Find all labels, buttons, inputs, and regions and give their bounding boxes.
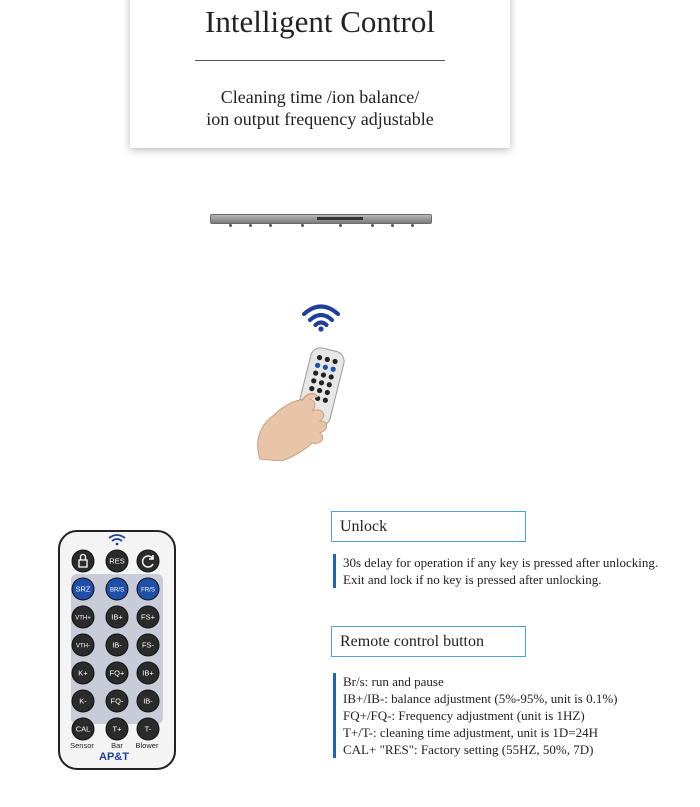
- remote-button-18: [72, 718, 94, 740]
- unlock-line-2: Exit and lock if no key is pressed after unlocking.: [343, 572, 602, 587]
- remote-button-15: [72, 690, 94, 712]
- bar-emitter-dot: [339, 224, 342, 227]
- remote-button-label: CAL: [75, 724, 91, 734]
- remote-button-label: SRZ: [75, 584, 91, 594]
- unlock-line-1: 30s delay for operation if any key is pressed after unlocking.: [343, 555, 659, 570]
- remote-button-label: FQ-: [110, 696, 124, 706]
- bar-emitter-dot: [391, 224, 394, 227]
- remote-button-label: FQ+: [109, 668, 125, 678]
- remote-label-bar: Bar: [111, 741, 123, 750]
- remote-button-label: FR/S: [141, 587, 155, 594]
- wireless-signal-icon: [301, 303, 341, 333]
- remote-button-11: [137, 634, 159, 656]
- remote-button-4: [106, 578, 128, 600]
- ionizer-bar-image: [210, 214, 432, 224]
- unlock-heading-box: [331, 511, 526, 542]
- remote-button-label: K+: [78, 668, 88, 678]
- bar-display: [317, 217, 363, 220]
- remote-button-9: [72, 634, 94, 656]
- remote-button-20: [137, 718, 159, 740]
- remote-button-13: [106, 662, 128, 684]
- remote-control-image: [58, 530, 176, 770]
- remote-line-5: CAL+ "RES": Factory setting (55HZ, 50%, 7D): [343, 742, 594, 757]
- bar-emitter-dot: [269, 224, 272, 227]
- remote-button-6: [72, 606, 94, 628]
- remote-button-14: [137, 662, 159, 684]
- page-title: Intelligent Control: [205, 4, 435, 39]
- remote-button-label: IB+: [142, 668, 154, 678]
- remote-button-3: [72, 578, 94, 600]
- remote-control-description: [333, 673, 693, 758]
- remote-button-label: IB-: [143, 696, 153, 706]
- remote-button-16: [106, 690, 128, 712]
- bar-emitter-dot: [229, 224, 232, 227]
- remote-button-label: K-: [79, 696, 87, 706]
- unlock-heading: Unlock: [340, 518, 388, 535]
- remote-label-blower: Blower: [135, 741, 159, 750]
- bar-emitter-dot: [371, 224, 374, 227]
- remote-brand-logo: AP&T: [99, 751, 129, 763]
- remote-control-heading: Remote control button: [340, 633, 484, 650]
- remote-line-2: IB+/IB-: balance adjustment (5%-95%, unit is 0.1%): [343, 691, 618, 706]
- remote-button-5: [137, 578, 159, 600]
- remote-button-19: [106, 718, 128, 740]
- remote-button-label: VTH+: [75, 615, 91, 622]
- remote-label-sensor: Sensor: [70, 741, 94, 750]
- title-divider: [195, 60, 445, 61]
- page-subtitle: [130, 86, 510, 130]
- remote-button-0: [72, 550, 94, 572]
- remote-button-label: T+: [112, 724, 122, 734]
- remote-button-label: IB+: [111, 612, 123, 622]
- remote-line-3: FQ+/FQ-: Frequency adjustment (unit is 1HZ): [343, 708, 585, 723]
- remote-button-12: [72, 662, 94, 684]
- remote-button-8: [137, 606, 159, 628]
- remote-button-label: RES: [109, 556, 125, 566]
- remote-button-2: [137, 550, 159, 572]
- bar-emitter-dot: [411, 224, 414, 227]
- remote-button-label: FS+: [141, 612, 155, 622]
- remote-button-label: FS-: [141, 640, 155, 650]
- remote-button-7: [106, 606, 128, 628]
- subtitle-line-1: Cleaning time /ion balance/: [220, 87, 420, 107]
- hand-holding-remote-image: [252, 345, 352, 461]
- bar-emitter-dot: [301, 224, 304, 227]
- remote-button-label: IB-: [112, 640, 122, 650]
- remote-button-1: [106, 550, 128, 572]
- remote-button-10: [106, 634, 128, 656]
- remote-line-1: Br/s: run and pause: [343, 674, 444, 689]
- remote-button-label: BR/S: [109, 587, 125, 594]
- subtitle-line-2: ion output frequency adjustable: [206, 109, 434, 129]
- unlock-description: [333, 554, 693, 588]
- bar-emitter-dot: [249, 224, 252, 227]
- remote-line-4: T+/T-: cleaning time adjustment, unit is 1D=24H: [343, 725, 599, 740]
- remote-button-17: [137, 690, 159, 712]
- header-card: [130, 0, 510, 148]
- remote-control-heading-box: [331, 626, 526, 657]
- remote-button-label: T-: [144, 724, 152, 734]
- remote-button-label: VTH-: [76, 643, 90, 650]
